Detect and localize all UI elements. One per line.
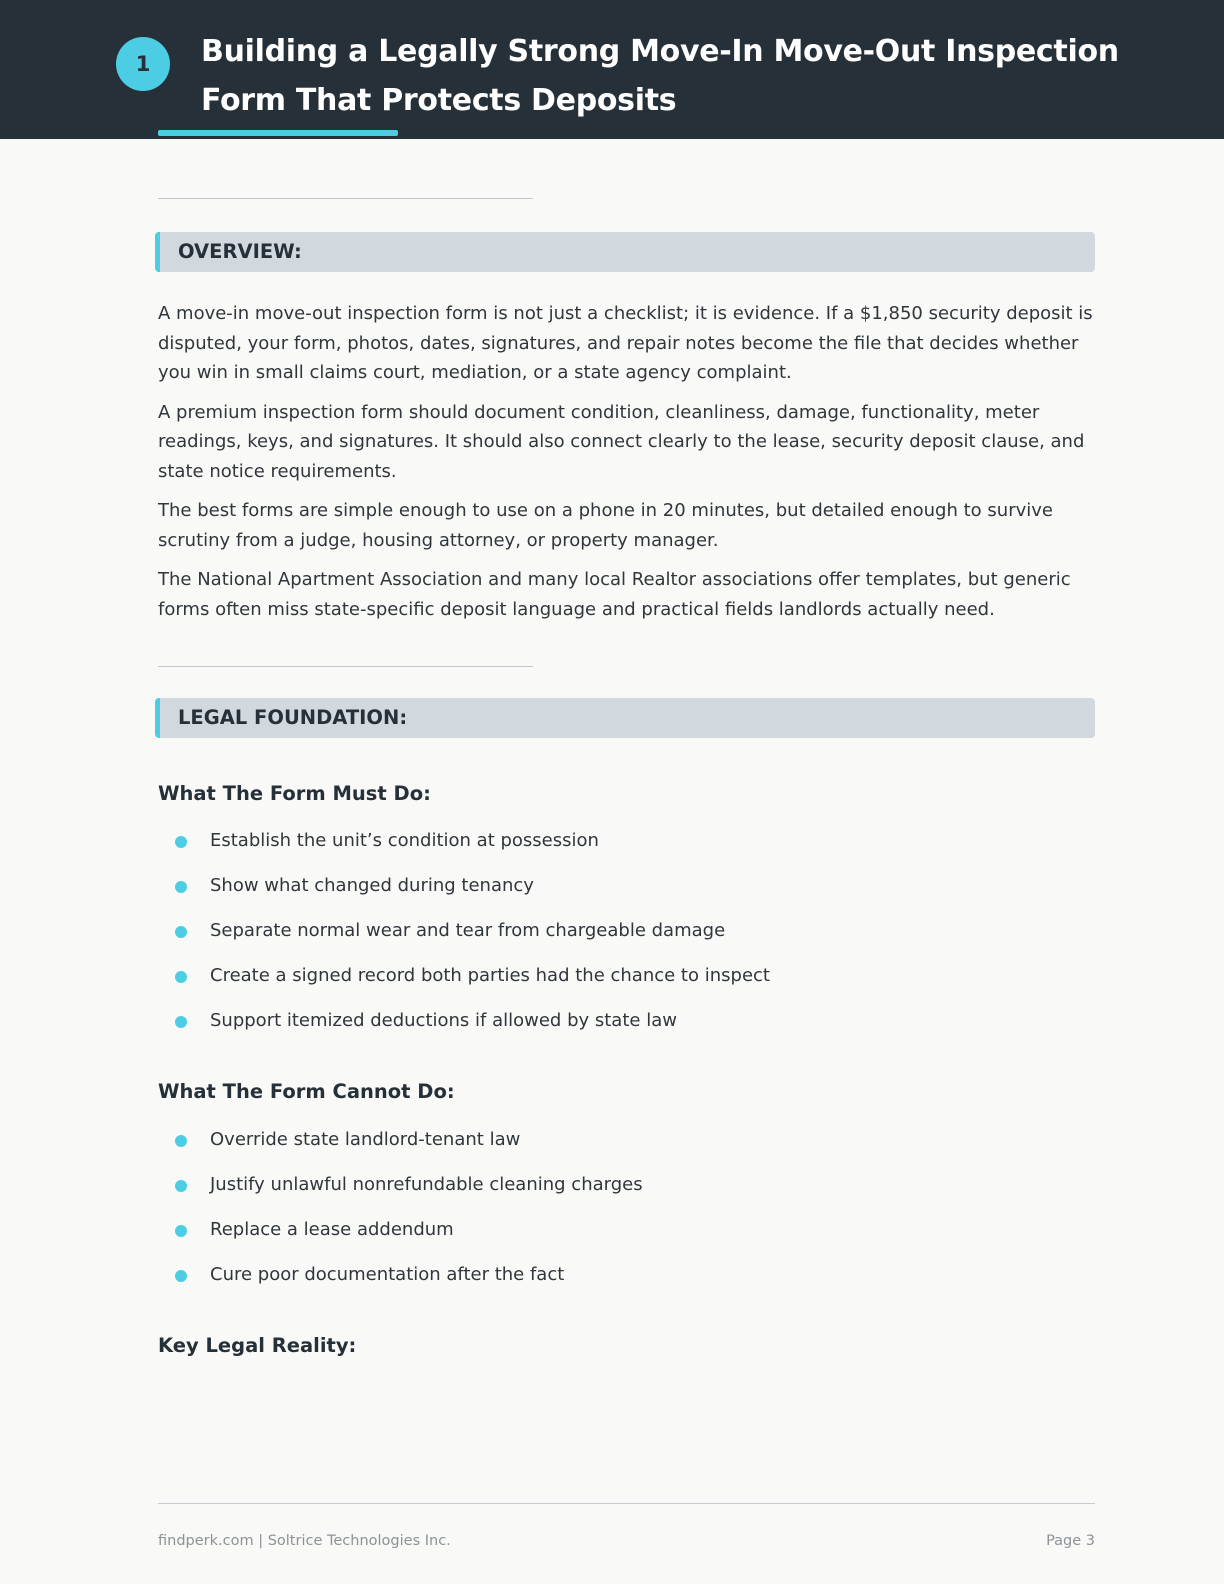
bullet-dot-icon — [175, 1135, 187, 1147]
cannot-do-heading: What The Form Cannot Do: — [158, 1080, 455, 1103]
footer-divider — [158, 1503, 1095, 1504]
list-item-text: Replace a lease addendum — [210, 1219, 454, 1240]
list-item — [172, 1172, 643, 1217]
list-item — [172, 918, 770, 963]
list-item — [172, 963, 770, 1008]
list-item-text: Establish the unit’s condition at possession — [210, 830, 599, 851]
list-item — [172, 828, 770, 873]
list-item — [172, 1217, 643, 1262]
cannot-do-list — [172, 1127, 643, 1307]
list-item — [172, 1127, 643, 1172]
list-item — [172, 1008, 770, 1053]
bullet-dot-icon — [175, 1180, 187, 1192]
title-accent-bar — [158, 130, 398, 136]
list-item-text: Show what changed during tenancy — [210, 875, 534, 896]
list-item-text: Create a signed record both parties had the chance to inspect — [210, 965, 770, 986]
bullet-dot-icon — [175, 881, 187, 893]
overview-paragraph: A premium inspection form should document condition, cleanliness, damage, functionality, meter readings, keys, and signatures. It should also connect clearly to the lease, security deposit clause, and state notice requirements. — [158, 401, 1085, 482]
list-item-text: Separate normal wear and tear from chargeable damage — [210, 920, 726, 941]
section-divider — [158, 666, 533, 667]
overview-paragraph: A move-in move-out inspection form is not just a checklist; it is evidence. If a $1,850 security deposit is disputed, your form, photos, dates, signatures, and repair notes become the file that decides whether you win in small claims court, mediation, or a state agency complaint. — [158, 303, 1093, 383]
overview-paragraph: The National Apartment Association and many local Realtor associations offer templates, but generic forms often miss state-specific deposit language and practical fields landlords actually need. — [158, 569, 1071, 620]
legal-foundation-heading: LEGAL FOUNDATION: — [155, 698, 1095, 738]
footer-publisher: findperk.com | Soltrice Technologies Inc. — [158, 1533, 451, 1549]
list-item-text: Support itemized deductions if allowed by state law — [210, 1010, 677, 1031]
must-do-heading: What The Form Must Do: — [158, 782, 431, 805]
page-title: Building a Legally Strong Move-In Move-Out Inspection Form That Protects Deposits — [201, 34, 1119, 118]
overview-paragraph: The best forms are simple enough to use on a phone in 20 minutes, but detailed enough to survive scrutiny from a judge, housing attorney, or property manager. — [158, 500, 1053, 551]
key-legal-reality-heading: Key Legal Reality: — [158, 1334, 357, 1357]
section-divider — [158, 198, 533, 199]
list-item — [172, 1262, 643, 1307]
list-item — [172, 873, 770, 918]
must-do-list — [172, 828, 770, 1053]
bullet-dot-icon — [175, 1225, 187, 1237]
bullet-dot-icon — [175, 836, 187, 848]
list-item-text: Override state landlord-tenant law — [210, 1129, 521, 1150]
chapter-number-badge: 1 — [116, 37, 170, 91]
bullet-dot-icon — [175, 1270, 187, 1282]
list-item-text: Justify unlawful nonrefundable cleaning charges — [210, 1174, 643, 1195]
bullet-dot-icon — [175, 971, 187, 983]
bullet-dot-icon — [175, 926, 187, 938]
chapter-header — [0, 0, 1224, 139]
bullet-dot-icon — [175, 1016, 187, 1028]
page-number: Page 3 — [1046, 1533, 1095, 1549]
overview-body — [158, 299, 1098, 634]
list-item-text: Cure poor documentation after the fact — [210, 1264, 565, 1285]
overview-heading: OVERVIEW: — [155, 232, 1095, 272]
